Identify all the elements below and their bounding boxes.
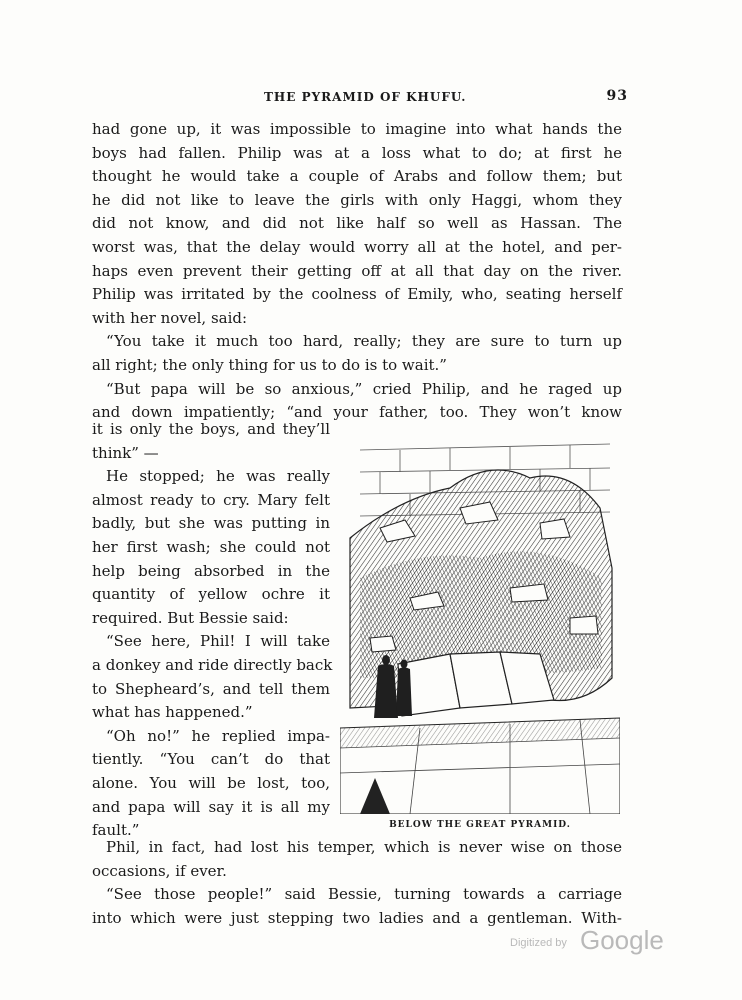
text-line: boys had fallen. Philip was at a loss what to do; at first he <box>92 143 622 162</box>
text-line: and down impatiently; “and your father, too. They won’t know <box>92 403 622 422</box>
text-line: Phil, in fact, had lost his temper, which is never wise on those <box>106 838 622 856</box>
pyramid-engraving <box>340 428 620 814</box>
text-line: tiently. “You can’t do that <box>92 750 330 769</box>
text-line: what has happened.” <box>92 703 253 722</box>
text-line: a donkey and ride directly back <box>92 655 333 674</box>
figure-caption: BELOW THE GREAT PYRAMID. <box>389 820 571 830</box>
text-line: occasions, if ever. <box>92 861 227 880</box>
digitized-watermark <box>510 925 670 955</box>
text-line: and papa will say it is all my <box>92 797 330 816</box>
text-line: he did not like to leave the girls with only Haggi, whom they <box>92 190 622 209</box>
text-line: “See here, Phil! I will take <box>106 632 330 651</box>
text-line: her first wash; she could not <box>92 537 330 556</box>
text-line: “But papa will be so anxious,” cried Philip, and he raged up <box>106 379 622 398</box>
text-line: think” — <box>92 443 159 462</box>
watermark-brand: Google <box>580 925 664 955</box>
text-line: badly, but she was putting in <box>92 514 330 533</box>
text-line: fault.” <box>92 821 140 840</box>
text-line: all right; the only thing for us to do is to wait.” <box>92 355 447 374</box>
text-line: Philip was irritated by the coolness of Emily, who, seating herself <box>92 285 622 304</box>
body-text-after <box>92 836 622 930</box>
text-line: help being absorbed in the <box>92 561 330 580</box>
text-line: “Oh no!” he replied impa- <box>106 726 330 745</box>
text-line: had gone up, it was impossible to imagine into what hands the <box>92 120 622 138</box>
body-text-full <box>92 118 622 425</box>
body-text-narrow <box>92 418 333 843</box>
text-line: He stopped; he was really <box>106 467 330 486</box>
text-line: haps even prevent their getting off at all that day on the river. <box>92 261 622 280</box>
text-line: did not know, and did not like half so well as Hassan. The <box>92 214 622 233</box>
page-number: 93 <box>606 88 628 104</box>
text-line: worst was, that the delay would worry all at the hotel, and per- <box>92 237 622 256</box>
text-line: “You take it much too hard, really; they are sure to turn up <box>106 332 622 351</box>
text-line: to Shepheard’s, and tell them <box>92 679 330 698</box>
text-line: it is only the boys, and they’ll <box>92 420 330 438</box>
text-line: alone. You will be lost, too, <box>92 773 330 792</box>
text-line: with her novel, said: <box>92 308 248 327</box>
running-title: THE PYRAMID OF KHUFU. <box>264 90 467 104</box>
text-line: “See those people!” said Bessie, turning towards a carriage <box>106 885 622 904</box>
text-line: into which were just stepping two ladies and a gentleman. With- <box>92 908 622 927</box>
text-line: required. But Bessie said: <box>92 608 289 627</box>
watermark-prefix: Digitized by <box>510 937 567 949</box>
text-line: quantity of yellow ochre it <box>92 585 330 604</box>
text-line: almost ready to cry. Mary felt <box>92 490 330 509</box>
text-line: thought he would take a couple of Arabs and follow them; but <box>92 167 622 186</box>
running-header <box>92 88 628 108</box>
